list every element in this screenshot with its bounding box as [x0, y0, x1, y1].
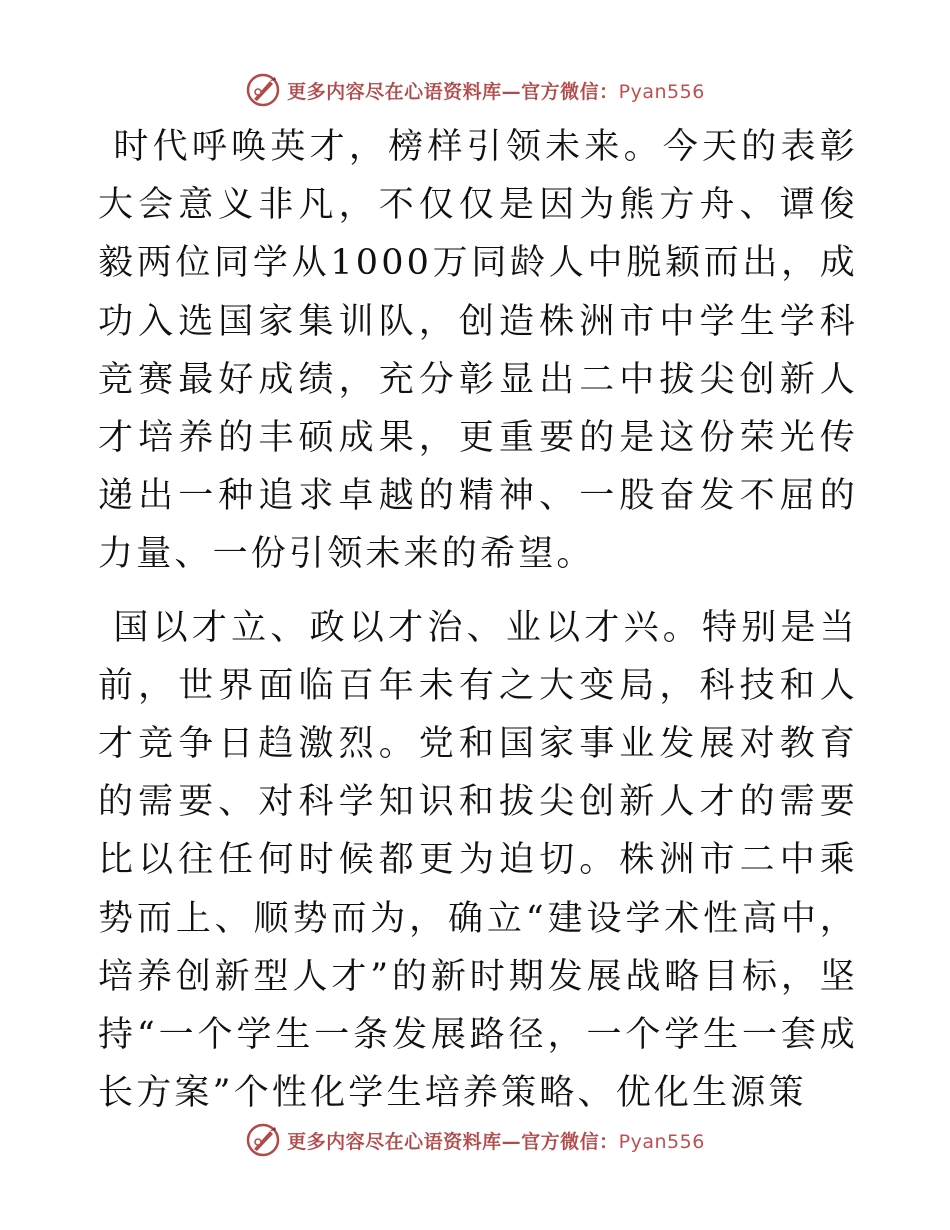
banner-text: 更多内容尽在心语资料库—官方微信： [287, 80, 619, 103]
paragraph-2: 国以才立、政以才治、业以才兴。特别是当前，世界面临百年未有之大变局，科技和人才竞争日趋激烈。党和国家事业发展对教育的需要、对科学知识和拔尖创新人才的需要比以往任何时候都更为迫切。株洲市二中乘势而上、顺势而为，确立“建设学术性高中，培养创新型人才”的新时期发展战略目标，坚持“一个学生一条发展路径，一个学生一套成长方案”个性化学生培养策略、优化生源策 [98, 607, 858, 1114]
banner-text: 更多内容尽在心语资料库—官方微信： [287, 1130, 619, 1153]
document-body [98, 118, 858, 1122]
banner-wechat-id: Pyan556 [618, 1130, 705, 1153]
quill-pen-logo-icon [245, 1122, 281, 1158]
paragraph-1: 时代呼唤英才，榜样引领未来。今天的表彰大会意义非凡，不仅仅是因为熊方舟、谭俊毅两位同学从1000万同龄人中脱颖而出，成功入选国家集训队，创造株洲市中学生学科竞赛最好成绩，充分彰显出二中拔尖创新人才培养的丰硕成果，更重要的是这份荣光传递出一种追求卓越的精神、一股奋发不屈的力量、一份引领未来的希望。 [98, 127, 858, 575]
footer-banner [0, 1120, 950, 1160]
banner-wechat-id: Pyan556 [618, 80, 705, 103]
quill-pen-logo-icon [245, 72, 281, 108]
header-banner [0, 70, 950, 110]
